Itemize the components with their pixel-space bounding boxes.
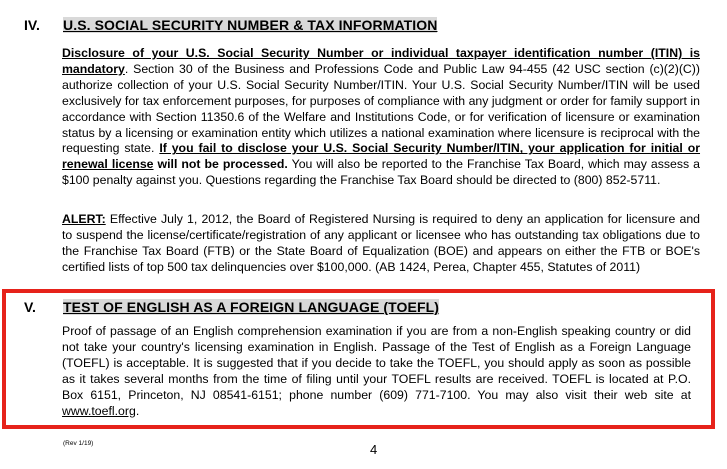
section-iv-title xyxy=(63,17,437,33)
toefl-link-end: . xyxy=(135,403,140,418)
alert-label: ALERT: xyxy=(62,212,106,226)
toefl-body: Proof of passage of an English comprehension examination if you are from a non-English speaking country or did not take your country's licensing examination in English. Passage of the Test of English as a Foreign Language (TOEFL) is acceptable. It is suggested that if you decide to take the TOEFL, you should apply as soon as possible as it takes several months from the time of filing until your TOEFL results are received. TOEFL is located at P.O. Box 6151, Princeton, NJ 08541-6151; phone number (609) 771-7100. You may also visit their web site at xyxy=(62,324,691,402)
disclosure-warning: If you fail to disclose your U.S. Social Security Number/ITIN, your application for initial or renewal license xyxy=(62,141,701,172)
section-v-number: V. xyxy=(24,299,36,315)
revision-note: (Rev 1/19) xyxy=(63,440,94,447)
alert-body: Effective July 1, 2012, the Board of Registered Nursing is required to deny an application for licensure and to suspend the license/certificate/registration of any applicant or licensee who has outstanding tax obligations due to the Franchise Tax Board (FTB) or the State Board of Equalization (BOE) and appears on either the FTB or BOE's certified lists of top 500 tax delinquencies over $100,000. (AB 1424, Perea, Chapter 455, Statutes of 2011) xyxy=(62,212,700,274)
disclosure-heading: Disclosure of your U.S. Social Security Number or individual taxpayer identification number (ITIN) is mandatory xyxy=(62,46,700,76)
toefl-link[interactable]: www.toefl.org xyxy=(62,403,136,418)
section-iv-title-text: U.S. SOCIAL SECURITY NUMBER & TAX INFORMATION xyxy=(63,17,438,33)
disclosure-paragraph xyxy=(62,46,700,189)
section-v-title xyxy=(63,299,439,315)
section-v-title-text: TEST OF ENGLISH AS A FOREIGN LANGUAGE (TOEFL) xyxy=(63,299,440,315)
alert-paragraph xyxy=(62,212,700,285)
disclosure-body: . Section 30 of the Business and Professions Code and Public Law 94-455 (42 USC section (c)(2)(C)) authorize collection of your U.S. Social Security Number/ITIN. Your U.S. Social Security Number/ITIN will be used exclusively for tax enforcement purposes, for purposes of compliance with any judgment or order for family support in accordance with Section 11350.6 of the Welfare and Institutions Code, or for verification of licensure or examination status by a licensing or examination entity which utilizes a national examination where licensure is reciprocal with the requesting state. xyxy=(62,61,700,156)
toefl-paragraph xyxy=(62,324,691,419)
disclosure-tail: You will also be reported to the Franchise Tax Board, which may assess a $100 penalty against you. Questions regarding the Franchise Tax Board should be directed to (800) 852-5711. xyxy=(62,157,700,188)
section-iv-number: IV. xyxy=(24,17,40,33)
page-number: 4 xyxy=(370,442,378,457)
disclosure-warning-end: will not be processed. xyxy=(157,157,288,172)
